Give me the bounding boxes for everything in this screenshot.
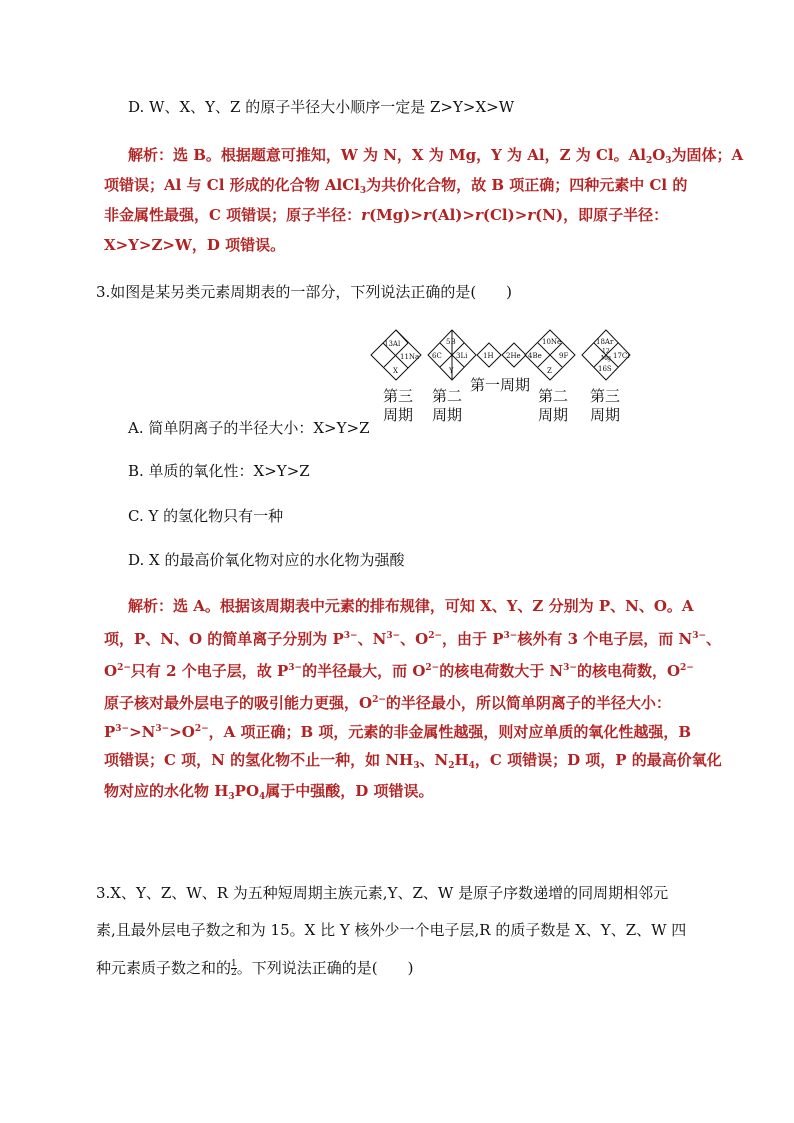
q2-analysis-line-4: X>Y>Z>W，D 项错误。 [104, 236, 286, 254]
el-x: X [393, 367, 398, 375]
q3-analysis-line-2: 项，P、N、O 的简单离子分别为 $P^{3-}$、$N^{3-}$、$O^{2-}$，由于 $P^{3-}$核外有 3 个电子层，而 $N^{3-}$、 [104, 630, 722, 648]
q2-option-d: D. W、X、Y、Z 的原子半径大小顺序一定是 Z>Y>X>W [128, 98, 515, 116]
q3-analysis-line-3: $O^{2-}$只有 2 个电子层，故 $P^{3-}$的半径最大，而 $O^{2-}$的核电荷数大于 $N^{3-}$的核电荷数，$O^{2-}$ [104, 662, 694, 680]
el-10ne: 10Ne [542, 338, 562, 346]
periodic-table-diagram [368, 326, 638, 426]
el-1h: 1H [483, 352, 494, 360]
el-y: Y [449, 367, 454, 375]
label-period3-right: 第三 [590, 387, 621, 405]
el-13al: 13Al [384, 340, 401, 348]
q3-analysis-line-1: 解析：选 A。根据该周期表中元素的排布规律，可知 X、Y、Z 分别为 P、N、O。A [128, 597, 694, 615]
el-9f: 9F [559, 352, 569, 360]
q3-analysis-line-5: $P^{3-}>N^{3-}>O^{2-}$，A 项正确；B 项，元素的非金属性越强，则对应单质的氧化性越强，B [104, 723, 692, 741]
label-period3-left-word: 周期 [383, 406, 414, 424]
el-2he: 2He [506, 352, 521, 360]
label-period3-left: 第三 [383, 387, 414, 405]
el-11na: 11Na [400, 353, 420, 361]
q3-analysis-line-4: 原子核对最外层电子的吸引能力更强，$O^{2-}$的半径最小，所以简单阴离子的半径大小： [104, 694, 671, 712]
label-period2-left-word: 周期 [432, 406, 463, 424]
el-5b: 5B [446, 338, 456, 346]
q4-line-3: 种元素质子数之和的 $\frac{1}{2}$ 。下列说法正确的是( ) [96, 959, 414, 978]
q3-analysis-line-7: 物对应的水化物 $H_3PO_4$属于中强酸，D 项错误。 [104, 782, 434, 802]
label-period3-right-word: 周期 [590, 406, 621, 424]
el-4be: 4Be [528, 352, 542, 360]
q3-stem: 3.如图是某另类元素周期表的一部分，下列说法正确的是( ) [96, 283, 513, 301]
el-mg: Mg [601, 355, 611, 362]
label-period2-right-word: 周期 [538, 406, 569, 424]
q2-analysis-line-3: 非金属性最强，C 项错误；原子半径：r(Mg)>r(Al)>r(Cl)>r(N)，即原子半径： [104, 206, 669, 224]
el-12: 12 [602, 348, 610, 355]
q3-option-d: D. X 的最高价氧化物对应的水化物为强酸 [128, 551, 405, 569]
el-3li: 3Li [456, 352, 468, 360]
label-period1: 第一周期 [470, 376, 531, 394]
q2-analysis-line-1: 解析：选 B。根据题意可推知，W 为 N，X 为 Mg，Y 为 Al，Z 为 Cl。$Al_2O_3$为固体；A [128, 146, 744, 166]
el-18ar: 18Ar [596, 338, 614, 346]
q4-line-2: 素,且最外层电子数之和为 15。X 比 Y 核外少一个电子层,R 的质子数是 X、Y、Z、W 四 [96, 921, 687, 939]
q4-line-1: 3.X、Y、Z、W、R 为五种短周期主族元素,Y、Z、W 是原子序数递增的同周期相邻元 [96, 884, 669, 902]
q3-analysis-line-6: 项错误；C 项，N 的氢化物不止一种，如 $NH_3$、$N_2H_4$，C 项错误；D 项，P 的最高价氧化 [104, 751, 722, 771]
q3-option-a: A. 简单阴离子的半径大小：X>Y>Z [128, 419, 370, 437]
el-z: Z [547, 367, 552, 375]
el-16s: 16S [598, 365, 612, 373]
fraction-one-half: $\frac{1}{2}$ [231, 959, 237, 978]
label-period2-left: 第二 [432, 387, 463, 405]
q2-analysis-line-2: 项错误；Al 与 Cl 形成的化合物 AlCl$_3$为共价化合物，故 B 项正确；四种元素中 Cl 的 [104, 176, 688, 196]
q3-option-b: B. 单质的氧化性：X>Y>Z [128, 462, 310, 480]
el-17cl: 17Cl [613, 352, 630, 360]
q3-option-c: C. Y 的氢化物只有一种 [128, 507, 284, 525]
label-period2-right: 第二 [538, 387, 569, 405]
el-6c: 6C [432, 352, 442, 360]
